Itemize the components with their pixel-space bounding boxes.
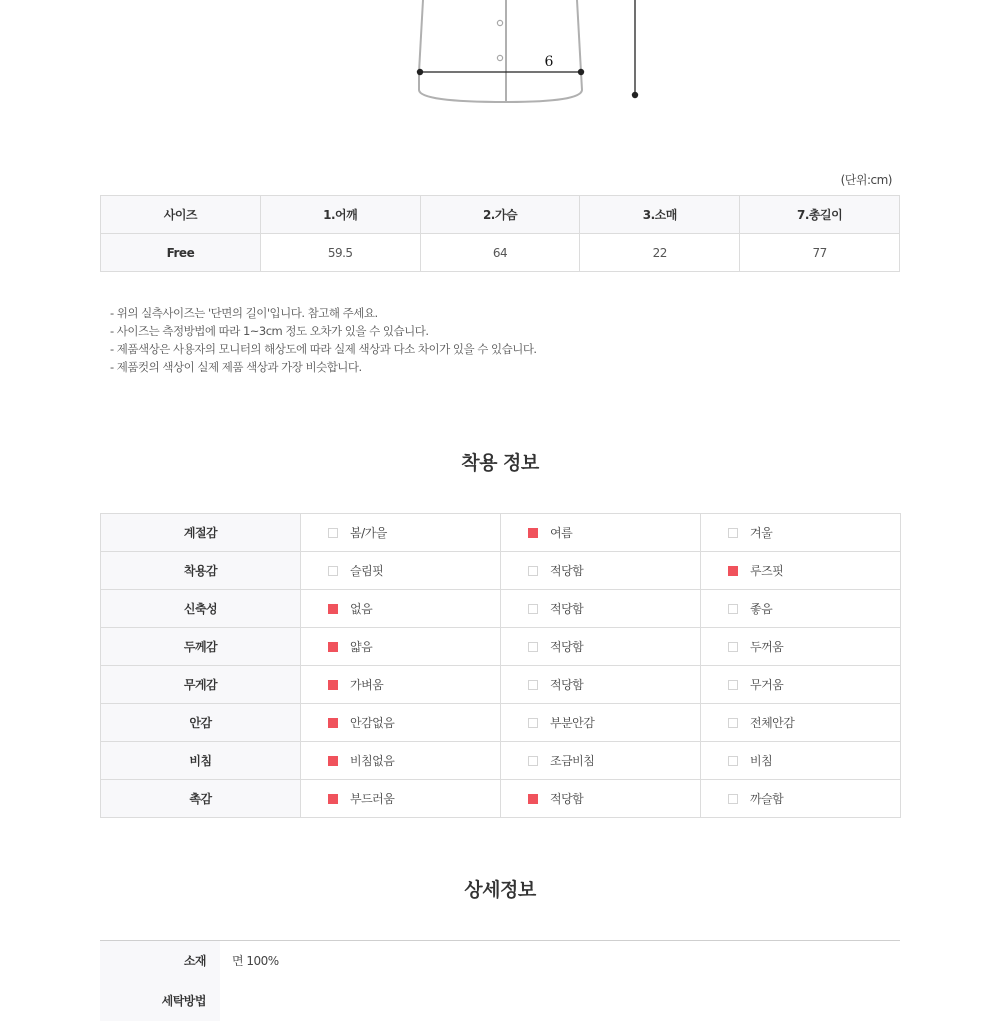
size-value-cell: 59.5 — [260, 234, 420, 272]
size-table — [100, 195, 900, 272]
size-name-cell: Free — [101, 234, 261, 272]
wear-option-cell — [301, 704, 501, 742]
wear-attribute-label: 촉감 — [101, 780, 301, 818]
wear-option — [528, 562, 700, 579]
checkbox-empty-icon — [728, 680, 738, 690]
checkbox-empty-icon — [528, 680, 538, 690]
checkbox-checked-icon — [528, 794, 538, 804]
size-value-cell: 22 — [580, 234, 740, 272]
size-value-cell: 77 — [740, 234, 900, 272]
wear-option — [528, 638, 700, 655]
note-item: - 위의 실측사이즈는 '단면의 길이'입니다. 참고해 주세요. — [110, 306, 378, 320]
wear-info-row — [101, 590, 901, 628]
wear-info-row — [101, 742, 901, 780]
note-item: - 제품색상은 사용자의 모니터의 해상도에 따라 실제 색상과 다소 차이가 있을 수 있습니다. — [110, 342, 537, 356]
detail-row — [100, 981, 900, 1021]
wear-info-title: 착용 정보 — [461, 452, 539, 474]
wear-option-cell — [301, 742, 501, 780]
wear-option — [728, 600, 900, 617]
wear-option-cell — [501, 780, 701, 818]
wear-info-row — [101, 704, 901, 742]
wear-option-cell — [701, 628, 901, 666]
checkbox-empty-icon — [328, 566, 338, 576]
wear-attribute-label: 두께감 — [101, 628, 301, 666]
wear-option-label: 두꺼움 — [750, 640, 784, 654]
wear-option-label: 적당함 — [550, 678, 584, 692]
wear-option-cell — [701, 666, 901, 704]
wear-option-cell — [501, 514, 701, 552]
detail-value: 면 100% — [232, 954, 279, 969]
checkbox-checked-icon — [528, 528, 538, 538]
wear-option-cell — [301, 628, 501, 666]
size-table-header-cell: 1.어깨 — [260, 196, 420, 234]
wear-info-row — [101, 780, 901, 818]
checkbox-empty-icon — [528, 718, 538, 728]
wear-option-label: 적당함 — [550, 792, 584, 806]
wear-option-label: 슬림핏 — [350, 564, 384, 578]
wear-attribute-label: 비침 — [101, 742, 301, 780]
wear-option — [328, 790, 500, 807]
note-item: - 사이즈는 측정방법에 따라 1~3cm 정도 오차가 있을 수 있습니다. — [110, 324, 429, 338]
wear-option-label: 무거움 — [750, 678, 784, 692]
garment-measurement-illustration — [0, 0, 1000, 110]
measure-label: 6 — [544, 54, 554, 70]
checkbox-empty-icon — [728, 528, 738, 538]
wear-option-cell — [701, 704, 901, 742]
wear-option — [328, 676, 500, 693]
wear-option-cell — [701, 780, 901, 818]
size-table-row — [101, 234, 900, 272]
wear-option — [328, 752, 500, 769]
wear-info-row — [101, 552, 901, 590]
wear-option — [328, 714, 500, 731]
checkbox-empty-icon — [528, 642, 538, 652]
size-table-header-cell: 2.가슴 — [420, 196, 580, 234]
wear-option-cell — [301, 666, 501, 704]
wear-option-label: 비침 — [750, 754, 773, 768]
checkbox-empty-icon — [728, 604, 738, 614]
wear-option — [328, 638, 500, 655]
wear-option — [328, 562, 500, 579]
wear-option — [328, 524, 500, 541]
wear-option-cell — [701, 742, 901, 780]
size-notes — [110, 304, 537, 376]
wear-option-cell — [501, 742, 701, 780]
size-table-header-cell: 3.소매 — [580, 196, 740, 234]
checkbox-checked-icon — [728, 566, 738, 576]
wear-option-cell — [301, 590, 501, 628]
wear-attribute-label: 착용감 — [101, 552, 301, 590]
wear-option-label: 얇음 — [350, 640, 373, 654]
checkbox-checked-icon — [328, 794, 338, 804]
wear-option — [528, 676, 700, 693]
wear-option-cell — [301, 780, 501, 818]
detail-key: 세탁방법 — [100, 981, 220, 1021]
wear-option-cell — [501, 552, 701, 590]
checkbox-checked-icon — [328, 718, 338, 728]
detail-value — [220, 981, 900, 1021]
wear-option — [328, 600, 500, 617]
wear-info-table — [100, 513, 901, 818]
size-table-header-cell: 사이즈 — [101, 196, 261, 234]
shirt-diagram-icon — [0, 0, 1000, 110]
wear-option-label: 여름 — [550, 526, 573, 540]
wear-option-label: 비침없음 — [350, 754, 395, 768]
wear-option — [728, 790, 900, 807]
wear-option — [528, 714, 700, 731]
note-item: - 제품컷의 색상이 실제 제품 색상과 가장 비슷합니다. — [110, 360, 362, 374]
wear-option-cell — [501, 590, 701, 628]
checkbox-empty-icon — [728, 642, 738, 652]
checkbox-empty-icon — [528, 566, 538, 576]
wear-option-label: 조금비침 — [550, 754, 595, 768]
wear-option — [528, 790, 700, 807]
wear-option-cell — [301, 552, 501, 590]
wear-option — [528, 752, 700, 769]
detail-row — [100, 941, 900, 981]
checkbox-checked-icon — [328, 642, 338, 652]
checkbox-empty-icon — [728, 718, 738, 728]
wear-attribute-label: 무게감 — [101, 666, 301, 704]
wear-option-cell — [501, 628, 701, 666]
checkbox-empty-icon — [728, 794, 738, 804]
wear-option-label: 봄/가을 — [350, 526, 387, 540]
wear-option-label: 안감없음 — [350, 716, 395, 730]
wear-attribute-label: 계절감 — [101, 514, 301, 552]
wear-option — [528, 600, 700, 617]
wear-option-label: 적당함 — [550, 564, 584, 578]
size-table-header-row — [101, 196, 900, 234]
wear-option-label: 없음 — [350, 602, 373, 616]
wear-attribute-label: 신축성 — [101, 590, 301, 628]
wear-option-cell — [701, 590, 901, 628]
unit-label: (단위:cm) — [840, 173, 892, 187]
wear-option — [728, 676, 900, 693]
detail-info-title: 상세정보 — [464, 879, 536, 901]
wear-option-cell — [501, 666, 701, 704]
checkbox-empty-icon — [528, 604, 538, 614]
wear-option — [728, 638, 900, 655]
wear-option — [728, 562, 900, 579]
wear-info-row — [101, 628, 901, 666]
detail-key: 소재 — [100, 941, 220, 981]
wear-option-label: 전체안감 — [750, 716, 795, 730]
wear-option — [728, 524, 900, 541]
checkbox-checked-icon — [328, 756, 338, 766]
wear-option-label: 부분안감 — [550, 716, 595, 730]
wear-info-row — [101, 514, 901, 552]
wear-option-cell — [701, 514, 901, 552]
size-table-header-cell: 7.총길이 — [740, 196, 900, 234]
wear-option-cell — [701, 552, 901, 590]
wear-option-label: 가벼움 — [350, 678, 384, 692]
wear-option — [528, 524, 700, 541]
wear-attribute-label: 안감 — [101, 704, 301, 742]
wear-option-label: 좋음 — [750, 602, 773, 616]
detail-info-table — [100, 940, 900, 1021]
wear-info-row — [101, 666, 901, 704]
size-value-cell: 64 — [420, 234, 580, 272]
wear-option-label: 겨울 — [750, 526, 773, 540]
wear-option-cell — [501, 704, 701, 742]
wear-option — [728, 714, 900, 731]
wear-option-cell — [301, 514, 501, 552]
wear-option-label: 부드러움 — [350, 792, 395, 806]
wear-option-label: 루즈핏 — [750, 564, 784, 578]
wear-option-label: 적당함 — [550, 640, 584, 654]
checkbox-checked-icon — [328, 680, 338, 690]
checkbox-empty-icon — [728, 756, 738, 766]
wear-option-label: 까슬함 — [750, 792, 784, 806]
checkbox-empty-icon — [528, 756, 538, 766]
wear-option-label: 적당함 — [550, 602, 584, 616]
checkbox-checked-icon — [328, 604, 338, 614]
checkbox-empty-icon — [328, 528, 338, 538]
wear-option — [728, 752, 900, 769]
